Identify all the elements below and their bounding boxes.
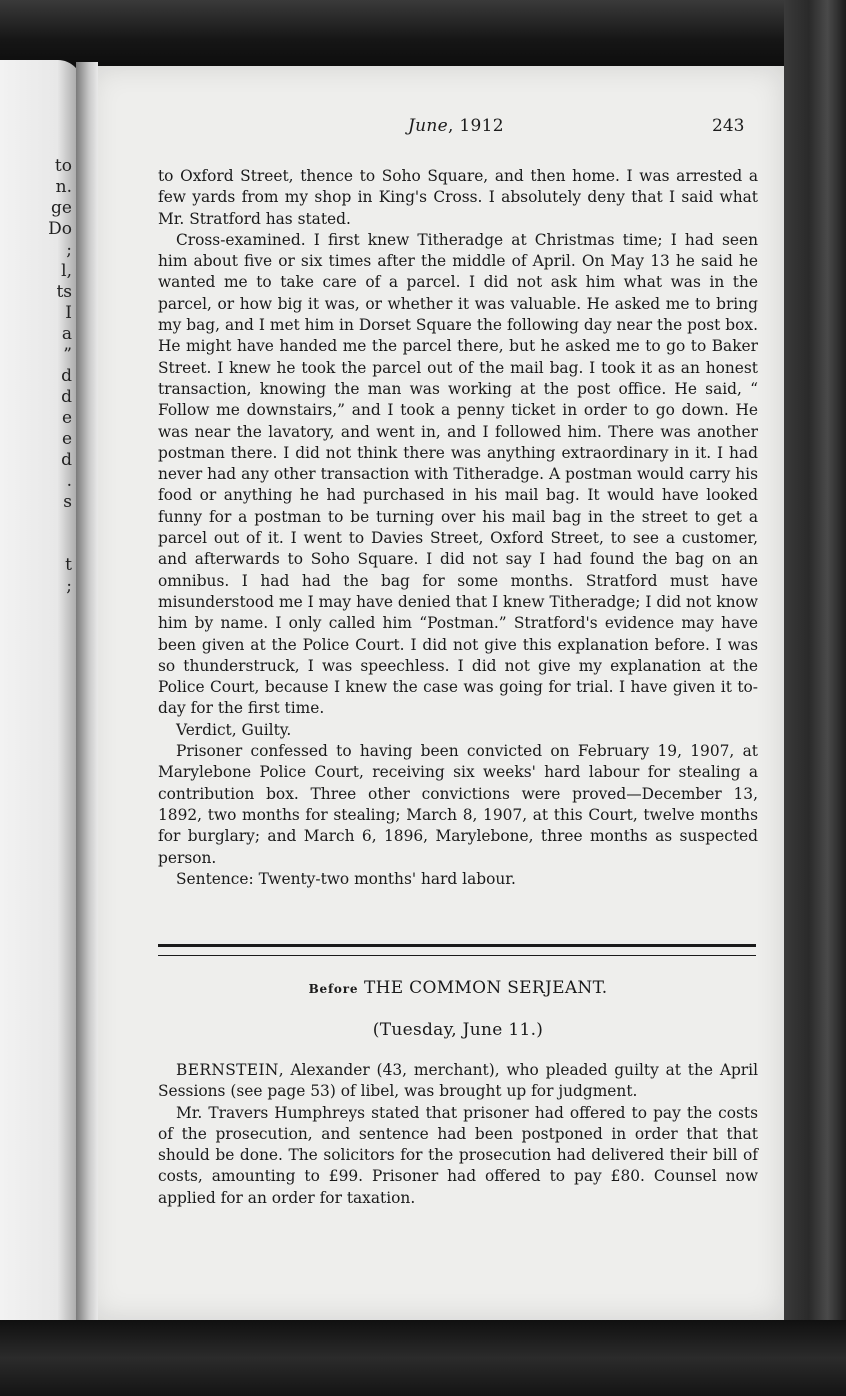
left-fragment: e bbox=[61, 429, 72, 449]
running-head-month: June bbox=[408, 116, 448, 136]
left-neighbouring-page bbox=[0, 60, 82, 1322]
left-fragment: I bbox=[65, 303, 72, 323]
paragraph-cross-examined: Cross-examined. I first knew Titheradge at Christmas time; I had seen him about five or six times after the middle of April. On May 13 he said he wanted me to take care of a parcel. I did not ask him what was in the parcel, or how big it was, or whether it was valuable. He asked me to bring my bag, and I met him in Dorset Square the following day near the post box. He might have handed me the parcel there, but he asked me to go to Baker Street. I knew he took the parcel out of the mail bag. I took it as an honest transaction, knowing the man was working at the post office. He said, “ Follow me downstairs,” and I took a penny ticket in order to go down. He was near the lavatory, and went in, and I followed him. There was another postman there. I did not think there was anything extraordinary in it. I had never had any other transaction with Titheradge. A postman would carry his food or anything he had purchased in his mail bag. It would have looked funny for a postman to be turning over his mail bag in the street to get a parcel out of it. I went to Davies Street, Oxford Street, to see a customer, and afterwards to Soho Square. I did not say I had found the bag on an omnibus. I had had the bag for some months. Stratford must have misunderstood me I may have denied that I knew Titheradge; I did not know him by name. I only called him “Postman.” Stratford's evidence may have been given at the Police Court. I did not give this explanation before. I was so thunderstruck, I was speechless. I did not give my explanation at the Police Court, because I knew the case was going for trial. I have given it to-day for the first time. bbox=[158, 230, 758, 718]
left-fragment: d bbox=[61, 366, 72, 386]
case-text bbox=[158, 1060, 758, 1209]
testimony-text bbox=[158, 166, 758, 890]
paragraph-prior-convictions: Prisoner confessed to having been convicted on February 19, 1907, at Marylebone Police Court, receiving six weeks' hard labour for stealing a contribution box. Three other convictions were proved—December 13, 1892, two months for stealing; March 8, 1907, at this Court, twelve months for burglary; and March 6, 1896, Marylebone, three months as suspected person. bbox=[158, 742, 758, 867]
left-fragment: Do bbox=[48, 219, 72, 239]
section-divider-rule bbox=[158, 944, 756, 956]
book-page bbox=[90, 66, 784, 1320]
paragraph-continuation: to Oxford Street, thence to Soho Square, and then home. I was arrested a few yards from my shop in King's Cross. I absolutely deny that I said what Mr. Stratford has stated. bbox=[158, 167, 758, 228]
defendant-surname: BERNSTEIN bbox=[176, 1061, 279, 1079]
page-header bbox=[90, 116, 784, 142]
left-fragment: s bbox=[63, 492, 72, 512]
top-shadow-band bbox=[0, 0, 846, 70]
running-head-year: , 1912 bbox=[447, 116, 504, 136]
left-fragment: l, bbox=[61, 261, 72, 281]
case-paragraph-second: Mr. Travers Humphreys stated that prisoner had offered to pay the costs of the prosecution, and sentence had been postponed in order that that should be done. The solicitors for the prosecution had delivered their bill of costs, amounting to £99. Prisoner had offered to pay £80. Counsel now applied for an order for taxation. bbox=[158, 1103, 758, 1207]
court-heading-before: Before bbox=[308, 982, 359, 996]
left-fragment: ge bbox=[51, 198, 72, 218]
left-fragment: d bbox=[61, 387, 72, 407]
left-fragment bbox=[48, 513, 72, 534]
left-fragment: a bbox=[61, 324, 72, 344]
left-fragment: to bbox=[54, 156, 72, 176]
court-heading-name: THE COMMON SERJEANT. bbox=[363, 978, 608, 998]
page-gutter-shadow bbox=[76, 62, 98, 1324]
left-fragment: ; bbox=[66, 240, 72, 260]
left-fragment: ts bbox=[56, 282, 72, 302]
left-fragment: n. bbox=[55, 177, 72, 197]
court-heading bbox=[158, 978, 758, 998]
left-fragment: d bbox=[61, 450, 72, 470]
left-fragment: ; bbox=[66, 576, 72, 596]
page-number: 243 bbox=[712, 116, 745, 136]
bottom-shadow-band bbox=[0, 1320, 846, 1396]
running-head bbox=[408, 116, 504, 136]
left-fragment: ” bbox=[63, 345, 72, 365]
paragraph-sentence: Sentence: Twenty-two months' hard labour. bbox=[176, 869, 516, 888]
left-page-text-fragments bbox=[48, 156, 72, 597]
right-binding-shadow bbox=[784, 0, 846, 1396]
left-fragment: e bbox=[61, 408, 72, 428]
case-paragraph-first bbox=[158, 1060, 758, 1103]
case-paragraph-first-rest: , Alexander (43, merchant), who pleaded guilty at the April Sessions (see page 53) of libel, was brought up for judgment. bbox=[158, 1061, 758, 1101]
left-fragment: . bbox=[66, 471, 72, 491]
session-date: (Tuesday, June 11.) bbox=[372, 1020, 544, 1040]
left-fragment bbox=[48, 534, 72, 555]
paragraph-verdict: Verdict, Guilty. bbox=[176, 720, 292, 739]
left-fragment: t bbox=[65, 555, 72, 575]
